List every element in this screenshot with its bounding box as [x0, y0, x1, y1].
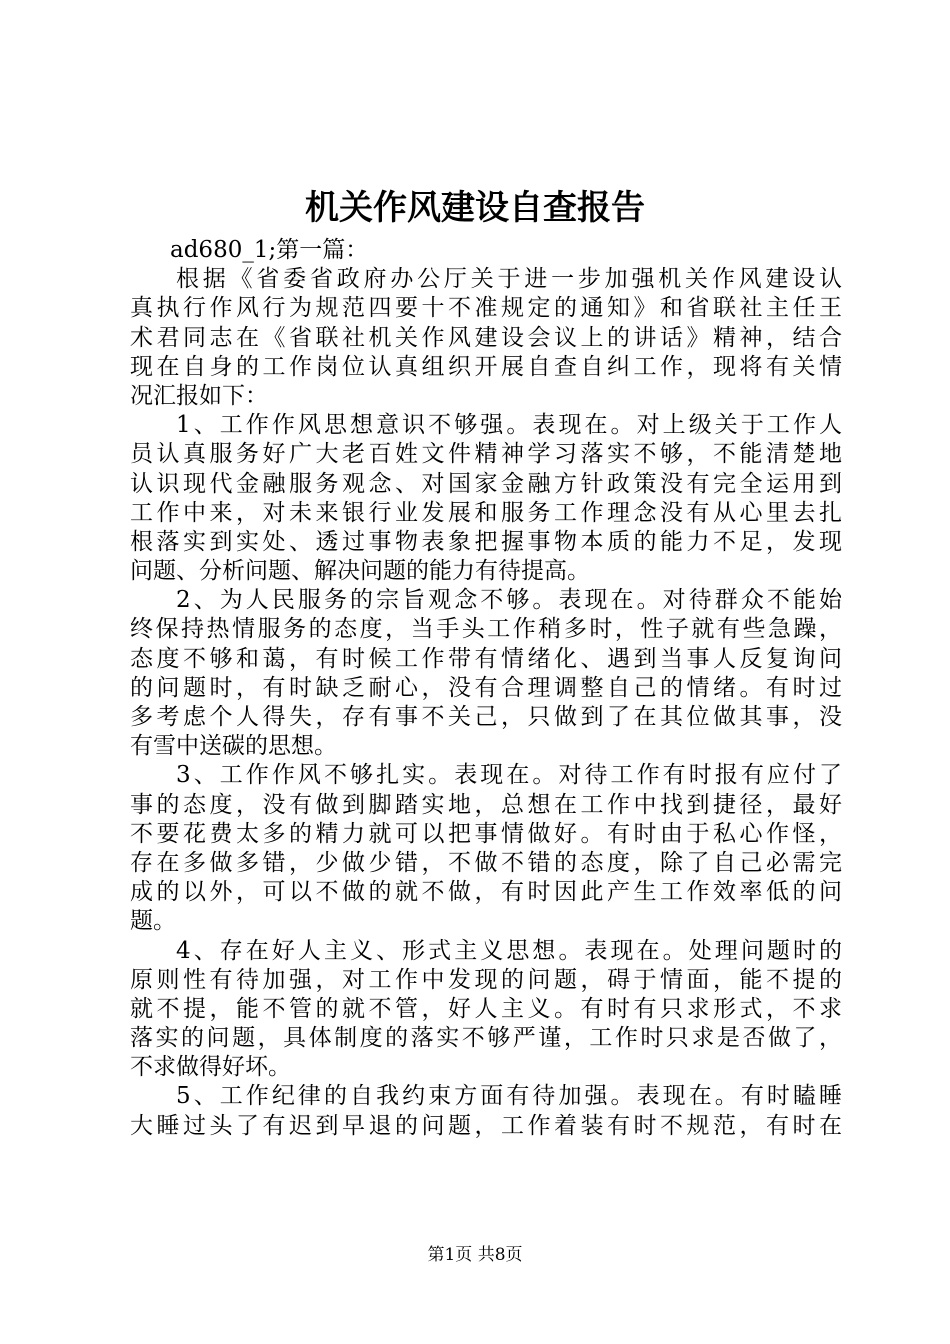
document-title: 机关作风建设自查报告 [305, 188, 645, 228]
text-line: 就不提，能不管的就不管，好人主义。有时有只求形式，不求 [130, 995, 842, 1022]
text-line: 根落实到实处、透过事物表象把握事物本质的能力不足，发现 [130, 528, 842, 555]
text-line: 员认真服务好广大老百姓文件精神学习落实不够，不能清楚地 [130, 441, 842, 468]
text-line: 5、工作纪律的自我约束方面有待加强。表现在。有时瞌睡 [176, 1083, 842, 1110]
text-line: 存在多做多错，少做少错，不做不错的态度，除了自己必需完 [130, 849, 842, 876]
text-line: 况汇报如下： [130, 382, 268, 409]
text-line: 题。 [130, 908, 176, 935]
text-line: 大睡过头了有迟到早退的问题，工作着装有时不规范，有时在 [130, 1112, 842, 1139]
text-line: 1、工作作风思想意识不够强。表现在。对上级关于工作人 [176, 412, 842, 439]
text-line: 根据《省委省政府办公厅关于进一步加强机关作风建设认 [176, 266, 842, 293]
text-line: 终保持热情服务的态度，当手头工作稍多时，性子就有些急躁， [130, 616, 842, 643]
text-line: 现在自身的工作岗位认真组织开展自查自纠工作，现将有关情 [130, 353, 842, 380]
text-line: 事的态度，没有做到脚踏实地，总想在工作中找到捷径，最好 [130, 791, 842, 818]
text-line: 有雪中送碳的思想。 [130, 733, 337, 760]
text-line: 不求做得好坏。 [130, 1054, 291, 1081]
text-line: 3、工作作风不够扎实。表现在。对待工作有时报有应付了 [176, 762, 842, 789]
text-line: 不要花费太多的精力就可以把事情做好。有时由于私心作怪， [130, 820, 842, 847]
text-line: 问题、分析问题、解决问题的能力有待提高。 [130, 558, 590, 585]
text-line: 的问题时，有时缺乏耐心，没有合理调整自己的情绪。有时过 [130, 674, 842, 701]
text-line: ad680_1;第一篇： [170, 237, 369, 263]
text-line: 成的以外，可以不做的就不做，有时因此产生工作效率低的问 [130, 879, 842, 906]
text-line: 4、存在好人主义、形式主义思想。表现在。处理问题时的 [176, 937, 842, 964]
text-line: 多考虑个人得失，存有事不关己，只做到了在其位做其事，没 [130, 704, 842, 730]
text-line: 原则性有待加强，对工作中发现的问题，碍于情面，能不提的 [130, 966, 842, 993]
text-line: 术君同志在《省联社机关作风建设会议上的讲话》精神，结合 [130, 324, 842, 351]
text-line: 2、为人民服务的宗旨观念不够。表现在。对待群众不能始 [176, 587, 842, 614]
text-line: 工作中来，对未来银行业发展和服务工作理念没有从心里去扎 [130, 499, 842, 526]
text-line: 真执行作风行为规范四要十不准规定的通知》和省联社主任王 [130, 295, 842, 322]
text-line: 认识现代金融服务观念、对国家金融方针政策没有完全运用到 [130, 470, 842, 497]
text-line: 落实的问题，具体制度的落实不够严谨，工作时只求是否做了， [130, 1025, 842, 1052]
text-line: 态度不够和蔼，有时候工作带有情绪化、遇到当事人反复询问 [130, 645, 842, 672]
page-footer: 第1页 共8页 [427, 1245, 523, 1265]
document-body [130, 236, 842, 1141]
